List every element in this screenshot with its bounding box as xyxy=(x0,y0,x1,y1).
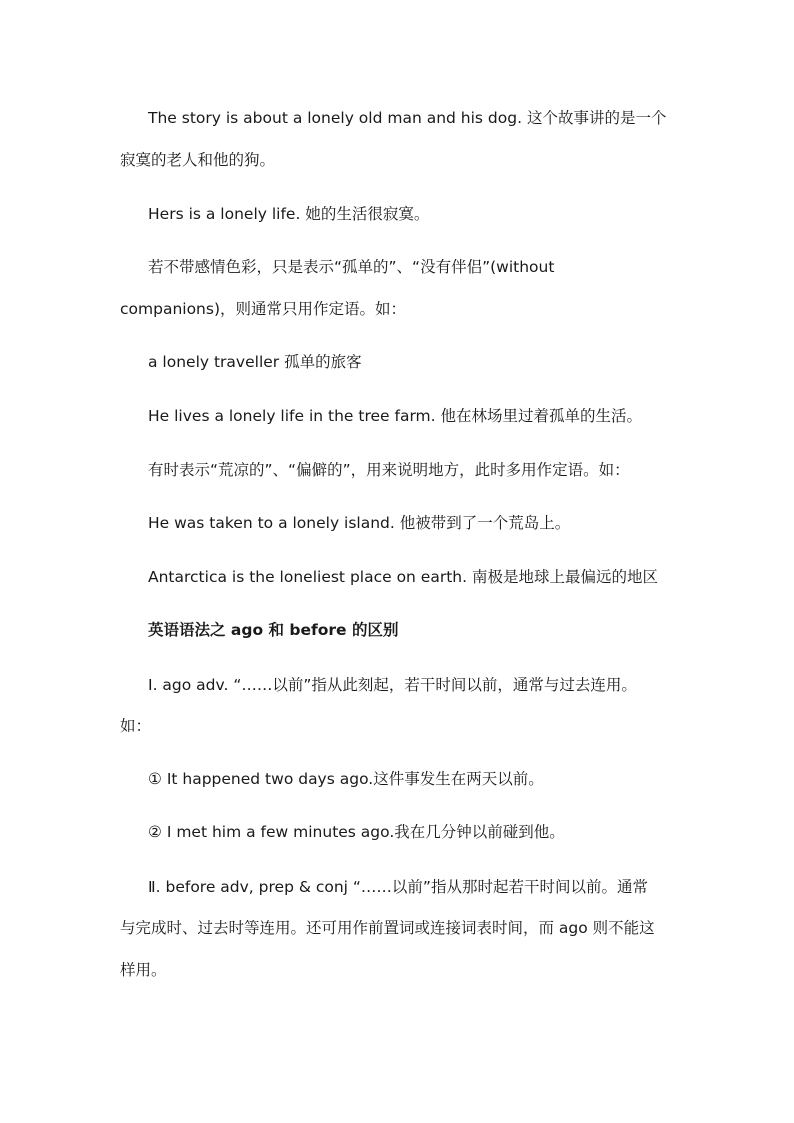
paragraph-without-emotion-line1: 若不带感情色彩，只是表示“孤单的”、“没有伴侣”(without xyxy=(148,258,555,276)
example-tree-farm: He lives a lonely life in the tree farm. 他在林场里过着孤单的生活。 xyxy=(148,407,642,425)
example-few-minutes-ago: ② I met him a few minutes ago.我在几分钟以前碰到他。 xyxy=(148,823,565,841)
example-two-days-ago: ① It happened two days ago.这件事发生在两天以前。 xyxy=(148,770,544,788)
paragraph-story-line2: 寂寞的老人和他的狗。 xyxy=(120,151,276,169)
paragraph-desolate-places: 有时表示“荒凉的”、“偏僻的”，用来说明地方，此时多用作定语。如： xyxy=(148,461,630,479)
paragraph-ago-line2: 如： xyxy=(120,717,152,735)
paragraph-without-emotion-line2: companions)，则通常只用作定语。如： xyxy=(120,300,407,318)
paragraph-story-line1: The story is about a lonely old man and his dog. 这个故事讲的是一个 xyxy=(148,109,667,127)
example-lonely-traveller: a lonely traveller 孤单的旅客 xyxy=(148,353,362,371)
example-lonely-island: He was taken to a lonely island. 他被带到了一个荒岛上。 xyxy=(148,514,571,532)
paragraph-before-line2: 与完成时、过去时等连用。还可用作前置词或连接词表时间，而 ago 则不能这 xyxy=(120,919,655,937)
example-antarctica: Antarctica is the loneliest place on earth. 南极是地球上最偏远的地区 xyxy=(148,568,658,586)
paragraph-before-line3: 样用。 xyxy=(120,961,167,979)
section-heading: 英语语法之 ago 和 before 的区别 xyxy=(148,621,399,639)
paragraph-before-line1: Ⅱ. before adv, prep & conj “……以前”指从那时起若干时间以前。通常 xyxy=(148,878,648,896)
paragraph-ago-line1: Ⅰ. ago adv. “……以前”指从此刻起，若干时间以前，通常与过去连用。 xyxy=(148,676,637,694)
paragraph-hers: Hers is a lonely life. 她的生活很寂寞。 xyxy=(148,205,430,223)
